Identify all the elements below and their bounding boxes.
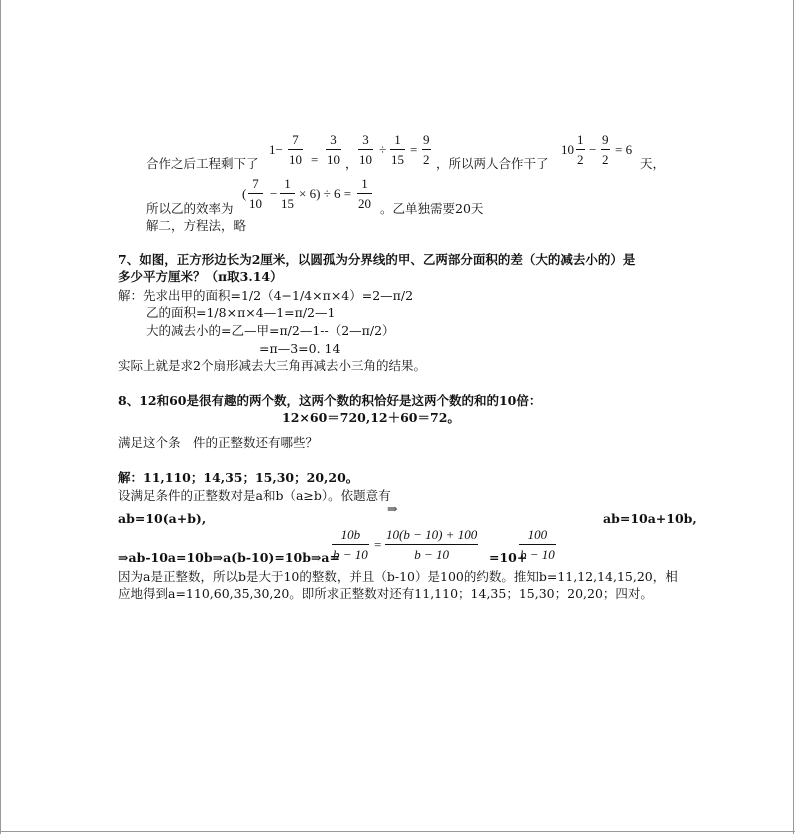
text-efficiency-prefix: 所以乙的效率为 <box>146 201 234 216</box>
fraction-bar <box>576 149 585 150</box>
fraction-numerator: 100 <box>527 527 548 542</box>
fraction-denominator: b − 10 <box>414 547 449 562</box>
fraction-denominator: 10 <box>249 196 262 211</box>
fraction-bar <box>332 544 369 545</box>
fraction-denominator: 2 <box>423 152 430 167</box>
math-one-minus: 1− <box>269 142 283 157</box>
text-efficiency-suffix: 。乙单独需要20天 <box>380 201 484 216</box>
fraction-10b-over-b-minus-10 <box>332 528 369 561</box>
q8-chain: ⇒ab-10a=10b⇒a(b-10)=10b⇒a= <box>118 550 340 565</box>
q7-solution-1: 解：先求出甲的面积=1/2（4−1/4×π×4）=2—π/2 <box>118 288 414 303</box>
fraction-bar <box>519 544 556 545</box>
fraction-3-10-b <box>358 133 373 166</box>
fraction-numerator: 7 <box>252 176 259 191</box>
q7-solution-5: 实际上就是求2个扇形减去大三角再减去小三角的结果。 <box>118 358 426 373</box>
fraction-denominator: 10 <box>289 152 302 167</box>
math-divide: ÷ <box>379 142 387 157</box>
q8-arrow-top: ⇒ <box>387 501 398 516</box>
q7-line-1: 7、如图，正方形边长为2厘米，以圆孤为分界线的甲、乙两部分面积的差（大的减去小的）是 <box>118 252 636 267</box>
fraction-numerator: 3 <box>330 132 337 147</box>
page-border-left <box>0 0 1 834</box>
q8-solution-2: 设满足条件的正整数对是a和b（a≥b）。依题意有 <box>118 488 391 503</box>
q8-equation-right: ab=10a+10b, <box>603 511 697 526</box>
fraction-bar <box>358 149 373 150</box>
fraction-9-2-b <box>601 133 610 166</box>
page-border-right <box>793 0 794 834</box>
q8-line-1: 8、12和60是很有趣的两个数，这两个数的积恰好是这两个数的和的10倍： <box>118 393 542 408</box>
fraction-denominator: 20 <box>358 196 371 211</box>
q7-solution-4: =π—3=0. 14 <box>259 341 341 356</box>
fraction-numerator: 3 <box>362 132 369 147</box>
math-equals: = <box>374 537 382 552</box>
text-comma: ， <box>345 156 358 171</box>
q8-solution-1: 解：11,110；14,35；15,30；20,20。 <box>118 470 359 485</box>
math-times-divide: × 6) ÷ 6 = <box>299 186 352 201</box>
fraction-bar <box>288 149 303 150</box>
fraction-1-2 <box>576 133 585 166</box>
fraction-bar <box>248 193 263 194</box>
text-remaining-prefix: 合作之后工程剩下了 <box>146 156 259 171</box>
math-minus: − <box>270 186 278 201</box>
fraction-denominator: 15 <box>391 152 404 167</box>
math-equals-ten-plus: =10+ <box>489 550 528 565</box>
fraction-7-10 <box>248 177 263 210</box>
fraction-denominator: 2 <box>577 152 584 167</box>
fraction-numerator: 9 <box>423 132 430 147</box>
q8-line-3: 满足这个条 件的正整数还有哪些？ <box>118 435 319 450</box>
fraction-1-15 <box>390 133 405 166</box>
math-equals: = <box>410 142 418 157</box>
fraction-numerator: 7 <box>292 132 299 147</box>
math-equals: = <box>311 152 319 167</box>
fraction-denominator: 2 <box>602 152 609 167</box>
fraction-denominator: b − 10 <box>520 547 555 562</box>
q8-equation-left: ab=10(a+b), <box>118 511 207 526</box>
q7-solution-2: 乙的面积=1/8×π×4—1=π/2—1 <box>146 305 336 320</box>
fraction-bar <box>601 149 610 150</box>
fraction-1-20 <box>357 177 372 210</box>
fraction-7-10 <box>288 133 303 166</box>
fraction-expanded <box>385 528 478 561</box>
fraction-numerator: 1 <box>394 132 401 147</box>
fraction-numerator: 1 <box>577 132 584 147</box>
fraction-bar <box>422 149 431 150</box>
fraction-denominator: 10 <box>359 152 372 167</box>
fraction-3-10 <box>326 133 341 166</box>
fraction-bar <box>357 193 372 194</box>
fraction-1-15 <box>280 177 295 210</box>
page-border-bottom <box>0 831 795 832</box>
text-method-two: 解二，方程法，略 <box>146 218 247 233</box>
math-minus: − <box>589 142 597 157</box>
q8-solution-4: 应地得到a=110,60,35,30,20。即所求正整数对还有11,110；14,35；15,30；20,20；四对。 <box>118 586 653 601</box>
fraction-bar <box>326 149 341 150</box>
q7-solution-3: 大的减去小的=乙—甲=π/2—1--（2—π/2） <box>146 323 395 338</box>
text-remaining-mid: ，所以两人合作干了 <box>436 156 549 171</box>
fraction-bar <box>280 193 295 194</box>
fraction-numerator: 1 <box>361 176 368 191</box>
q7-line-2: 多少平方厘米？（π取3.14） <box>118 269 283 284</box>
q8-line-2: 12×60＝720,12＋60＝72。 <box>282 410 460 425</box>
fraction-100-over-b-minus-10 <box>519 528 556 561</box>
fraction-denominator: 15 <box>281 196 294 211</box>
fraction-denominator: b − 10 <box>333 547 368 562</box>
math-left-paren: ( <box>242 186 247 201</box>
fraction-numerator: 10b <box>340 527 361 542</box>
fraction-denominator: 10 <box>327 152 340 167</box>
fraction-bar <box>390 149 405 150</box>
text-remaining-suffix: 天， <box>640 156 666 171</box>
fraction-bar <box>385 544 478 545</box>
fraction-numerator: 9 <box>602 132 609 147</box>
math-equals-six: = 6 <box>615 142 633 157</box>
q8-solution-3: 因为a是正整数，所以b是大于10的整数，并且（b-10）是100的约数。推知b=11,12,14,15,20，相 <box>118 569 678 584</box>
fraction-numerator: 10(b − 10) + 100 <box>386 527 478 542</box>
fraction-numerator: 1 <box>284 176 291 191</box>
fraction-9-2 <box>422 133 431 166</box>
math-mixed-whole: 10 <box>561 142 574 157</box>
